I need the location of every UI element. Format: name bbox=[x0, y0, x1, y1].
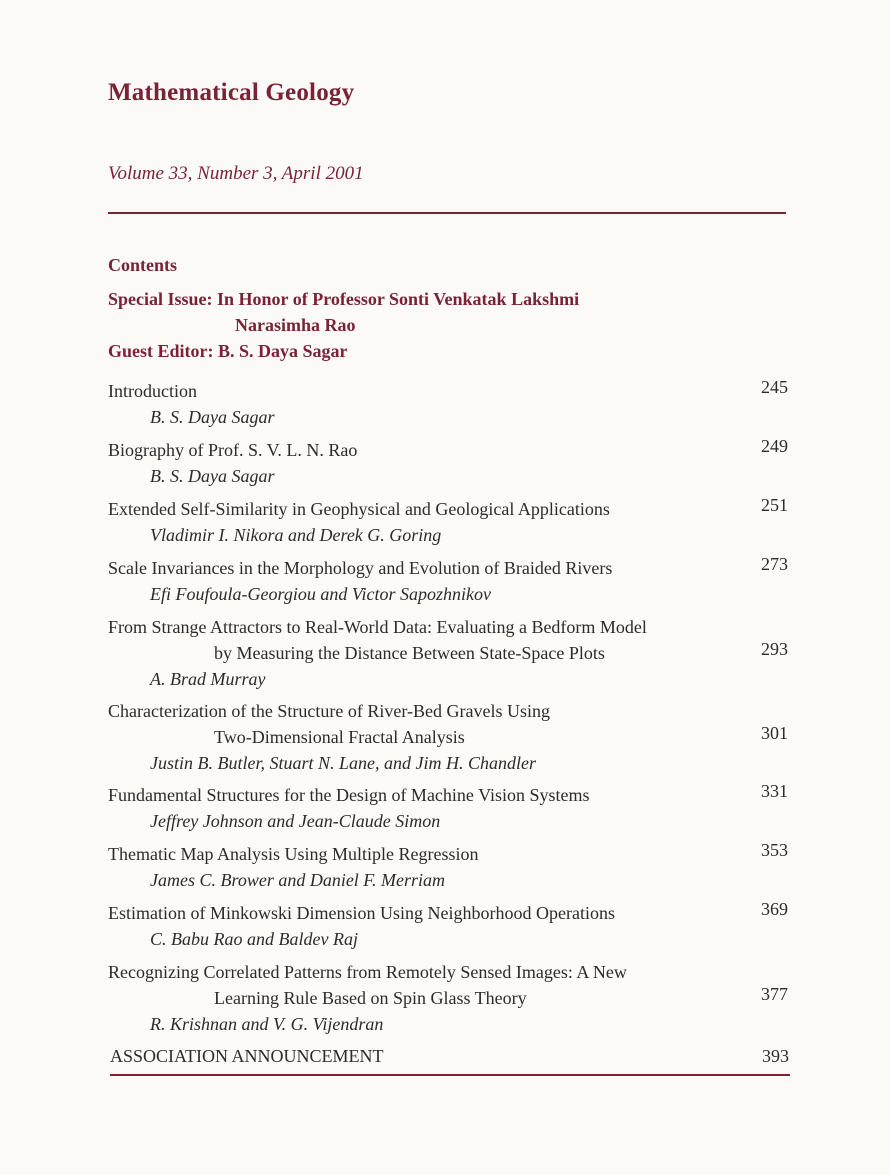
article-title: Thematic Map Analysis Using Multiple Regression bbox=[108, 844, 479, 864]
article-title: Characterization of the Structure of River-Bed Gravels Using bbox=[108, 701, 550, 721]
article-authors: Vladimir I. Nikora and Derek G. Goring bbox=[150, 525, 442, 545]
toc-entry[interactable] bbox=[108, 959, 788, 1037]
page-number: 331 bbox=[761, 781, 788, 801]
article-title: Biography of Prof. S. V. L. N. Rao bbox=[108, 440, 358, 460]
article-authors: Jeffrey Johnson and Jean-Claude Simon bbox=[150, 811, 441, 831]
journal-title: Mathematical Geology bbox=[108, 79, 355, 106]
issue-line: Volume 33, Number 3, April 2001 bbox=[108, 163, 364, 184]
toc-entry[interactable] bbox=[108, 378, 788, 430]
page-number: 301 bbox=[761, 723, 788, 743]
page-number: 251 bbox=[761, 495, 788, 515]
article-title-continued: Two-Dimensional Fractal Analysis bbox=[214, 727, 465, 747]
page-number: 273 bbox=[761, 554, 788, 574]
page-number: 369 bbox=[761, 899, 788, 919]
special-issue-line-2: Narasimha Rao bbox=[235, 315, 356, 335]
article-title: Introduction bbox=[108, 381, 197, 401]
toc-entry[interactable] bbox=[108, 555, 788, 607]
toc-entry[interactable] bbox=[108, 782, 788, 834]
toc-entry[interactable] bbox=[108, 614, 788, 692]
article-authors: Justin B. Butler, Stuart N. Lane, and Jim H. Chandler bbox=[150, 753, 536, 773]
article-authors: A. Brad Murray bbox=[150, 669, 266, 689]
association-announcement[interactable] bbox=[110, 1043, 789, 1069]
page-number: 393 bbox=[762, 1046, 789, 1066]
article-authors: B. S. Daya Sagar bbox=[150, 407, 275, 427]
page-number: 353 bbox=[761, 840, 788, 860]
announcement-label: ASSOCIATION ANNOUNCEMENT bbox=[110, 1046, 384, 1066]
bottom-rule bbox=[110, 1074, 790, 1076]
article-title-continued: by Measuring the Distance Between State-Space Plots bbox=[214, 643, 605, 663]
guest-editor: Guest Editor: B. S. Daya Sagar bbox=[108, 341, 348, 361]
article-title-continued: Learning Rule Based on Spin Glass Theory bbox=[214, 988, 527, 1008]
page-number: 245 bbox=[761, 377, 788, 397]
article-title: Recognizing Correlated Patterns from Remotely Sensed Images: A New bbox=[108, 962, 627, 982]
special-issue-line-1: Special Issue: In Honor of Professor Sonti Venkatak Lakshmi bbox=[108, 289, 580, 309]
toc-entry[interactable] bbox=[108, 496, 788, 548]
toc-entry[interactable] bbox=[108, 698, 788, 776]
article-authors: C. Babu Rao and Baldev Raj bbox=[150, 929, 358, 949]
article-title: Extended Self-Similarity in Geophysical and Geological Applications bbox=[108, 499, 610, 519]
toc-entry[interactable] bbox=[108, 900, 788, 952]
article-title: Estimation of Minkowski Dimension Using Neighborhood Operations bbox=[108, 903, 615, 923]
article-authors: James C. Brower and Daniel F. Merriam bbox=[150, 870, 445, 890]
page-number: 293 bbox=[761, 639, 788, 659]
article-title: From Strange Attractors to Real-World Data: Evaluating a Bedform Model bbox=[108, 617, 647, 637]
article-title: Scale Invariances in the Morphology and Evolution of Braided Rivers bbox=[108, 558, 613, 578]
contents-heading: Contents bbox=[108, 255, 178, 275]
page-number: 249 bbox=[761, 436, 788, 456]
article-authors: Efi Foufoula-Georgiou and Victor Sapozhnikov bbox=[150, 584, 491, 604]
toc-entry[interactable] bbox=[108, 437, 788, 489]
page-number: 377 bbox=[761, 984, 788, 1004]
article-authors: B. S. Daya Sagar bbox=[150, 466, 275, 486]
article-title: Fundamental Structures for the Design of Machine Vision Systems bbox=[108, 785, 590, 805]
article-authors: R. Krishnan and V. G. Vijendran bbox=[150, 1014, 384, 1034]
top-rule bbox=[108, 212, 786, 214]
toc-entry[interactable] bbox=[108, 841, 788, 893]
